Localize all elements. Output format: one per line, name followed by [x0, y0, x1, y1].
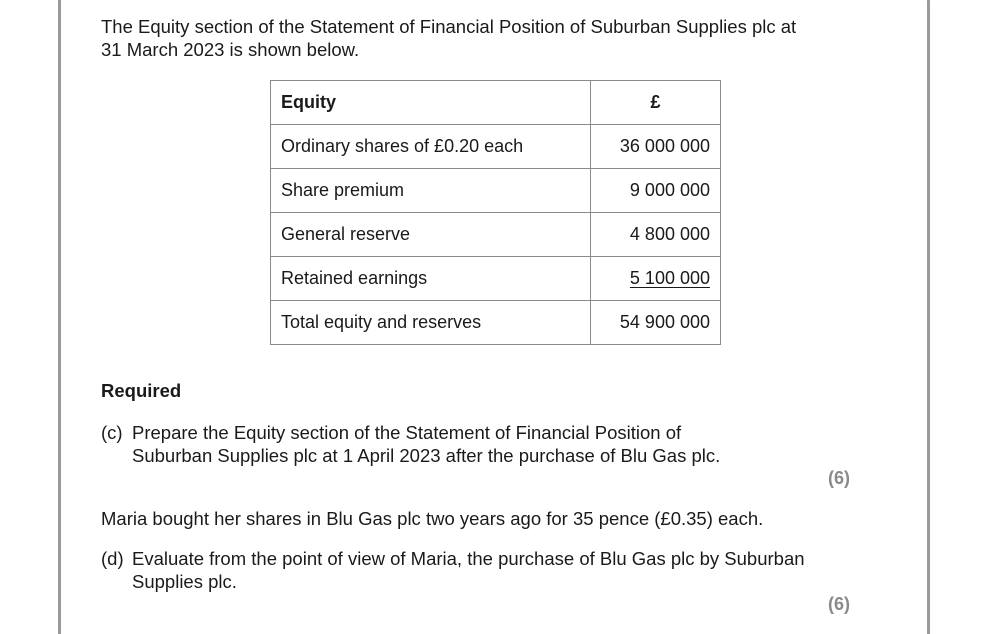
table-header-equity: Equity — [271, 81, 591, 125]
row-label: General reserve — [271, 213, 591, 257]
row-label: Total equity and reserves — [271, 301, 591, 345]
intro-paragraph — [101, 15, 861, 61]
question-c-label: (c) — [101, 422, 123, 443]
question-d-line-1: Evaluate from the point of view of Maria, the purchase of Blu Gas plc by Suburban — [132, 548, 805, 569]
maria-statement: Maria bought her shares in Blu Gas plc two years ago for 35 pence (£0.35) each. — [101, 508, 764, 529]
table-header-row — [271, 81, 721, 125]
row-label: Ordinary shares of £0.20 each — [271, 125, 591, 169]
table-row — [271, 257, 721, 301]
question-c-line-1: Prepare the Equity section of the Statement of Financial Position of — [132, 422, 682, 443]
intro-line-2: 31 March 2023 is shown below. — [101, 39, 360, 60]
row-value — [591, 257, 721, 301]
question-d — [101, 547, 841, 593]
row-value: 4 800 000 — [591, 213, 721, 257]
row-label: Retained earnings — [271, 257, 591, 301]
required-heading: Required — [101, 380, 182, 401]
question-c-line-2: Suburban Supplies plc at 1 April 2023 after the purchase of Blu Gas plc. — [132, 445, 721, 466]
table-row — [271, 169, 721, 213]
row-value: 54 900 000 — [591, 301, 721, 345]
row-value: 36 000 000 — [591, 125, 721, 169]
question-d-marks: (6) — [828, 594, 850, 614]
question-d-label: (d) — [101, 548, 124, 569]
question-d-text — [132, 547, 841, 593]
question-c-text — [132, 421, 841, 467]
table-header-currency: £ — [591, 81, 721, 125]
question-d-line-2: Supplies plc. — [132, 571, 237, 592]
question-c-marks: (6) — [828, 468, 850, 488]
table-row — [271, 125, 721, 169]
underlined-value: 5 100 000 — [629, 268, 710, 288]
row-label: Share premium — [271, 169, 591, 213]
table-row-total — [271, 301, 721, 345]
intro-line-1: The Equity section of the Statement of Financial Position of Suburban Supplies plc at — [101, 16, 797, 37]
row-value: 9 000 000 — [591, 169, 721, 213]
table-row — [271, 213, 721, 257]
question-c — [101, 421, 841, 467]
equity-table — [270, 80, 721, 345]
